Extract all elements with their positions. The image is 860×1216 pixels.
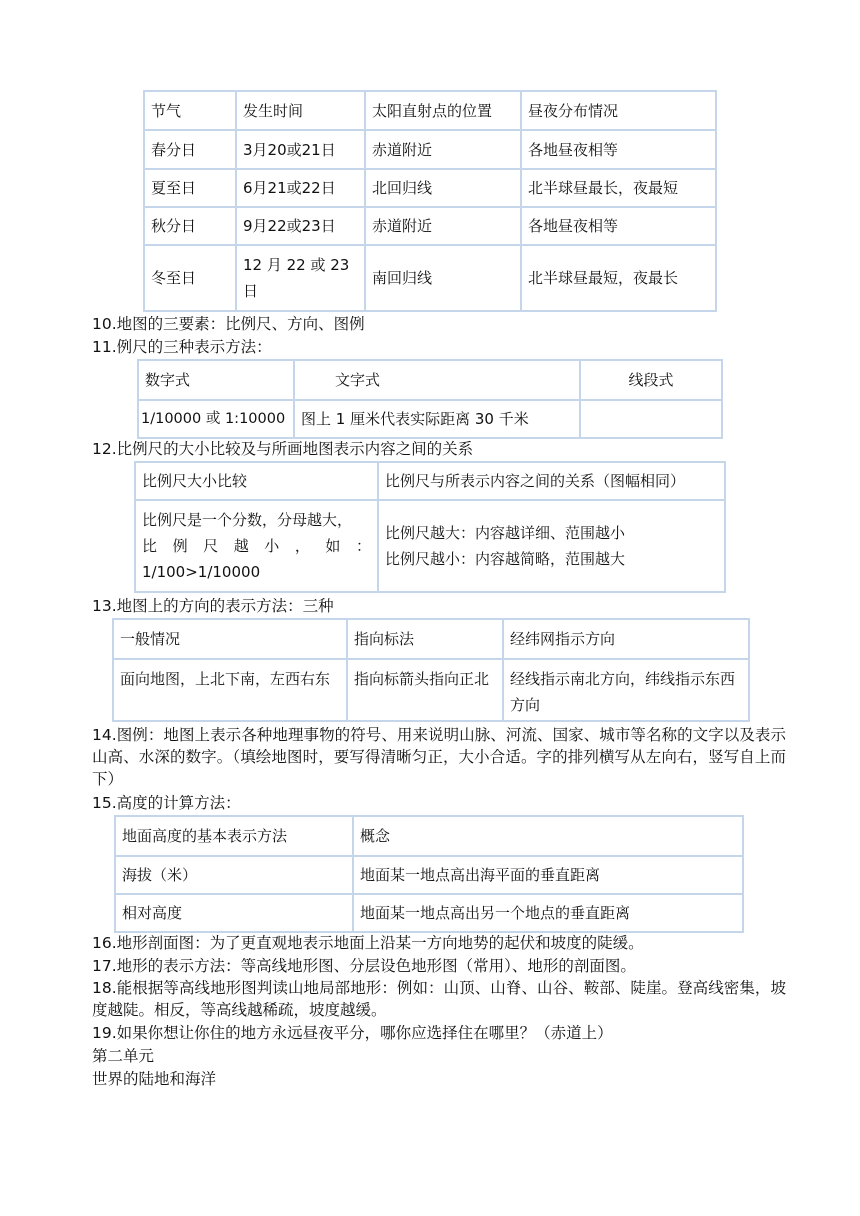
cell-line: 比例尺是一个分数，分母越大， <box>142 511 353 529</box>
direction-table <box>112 618 750 722</box>
scale-forms-table <box>137 359 723 439</box>
item-12: 12.比例尺的大小比较及与所画地图表示内容之间的关系 <box>92 440 474 458</box>
item-16: 16.地形剖面图：为了更直观地表示地面上沿某一方向地势的起伏和坡度的陡缓。 <box>92 934 644 952</box>
table-cell: 秋分日 <box>144 207 236 245</box>
table-cell: 海拔（米） <box>115 856 353 894</box>
table-cell: 地面某一地点高出另一个地点的垂直距离 <box>353 894 743 932</box>
table-cell: 南回归线 <box>365 245 521 311</box>
table-cell: 赤道附近 <box>365 207 521 245</box>
table-row <box>115 894 743 932</box>
table-cell: 3月20或21日 <box>236 130 365 169</box>
table-row <box>144 245 716 311</box>
table-header-row <box>144 91 716 130</box>
table-cell: 北回归线 <box>365 169 521 207</box>
table-row <box>115 856 743 894</box>
table-row <box>138 400 722 438</box>
table-header-row <box>138 360 722 400</box>
table-cell: 12 月 22 或 23 日 <box>236 245 365 311</box>
item-17: 17.地形的表示方法：等高线地形图、分层设色地形图（常用）、地形的剖面图。 <box>92 957 636 975</box>
table-header-cell: 数字式 <box>138 360 294 400</box>
table-header-row <box>113 619 749 659</box>
item-13: 13.地图上的方向的表示方法：三种 <box>92 597 334 615</box>
table-row <box>113 659 749 721</box>
table-header-cell: 指向标法 <box>347 619 503 659</box>
table-cell: 6月21或22日 <box>236 169 365 207</box>
table-header-cell: 太阳直射点的位置 <box>365 91 521 130</box>
table-header-cell: 比例尺大小比较 <box>135 462 378 500</box>
table-cell: 北半球昼最长，夜最短 <box>521 169 716 207</box>
table-cell <box>378 500 725 592</box>
table-header-cell: 节气 <box>144 91 236 130</box>
unit-subtitle: 世界的陆地和海洋 <box>92 1070 217 1088</box>
table-row <box>135 500 725 592</box>
cell-line: 比例尺越大：内容越详细、范围越小 <box>385 524 626 542</box>
table-header-cell: 昼夜分布情况 <box>521 91 716 130</box>
table-header-row <box>115 816 743 856</box>
table-row <box>144 169 716 207</box>
table-header-cell: 文字式 <box>294 360 580 400</box>
table-header-cell: 地面高度的基本表示方法 <box>115 816 353 856</box>
table-cell: 指向标箭头指向正北 <box>347 659 503 721</box>
table-cell <box>580 400 722 438</box>
table-cell: 赤道附近 <box>365 130 521 169</box>
table-cell: 相对高度 <box>115 894 353 932</box>
table-cell: 各地昼夜相等 <box>521 130 716 169</box>
cell-line: 比例尺越小，如： <box>142 537 371 555</box>
table-header-cell: 比例尺与所表示内容之间的关系（图幅相同） <box>378 462 725 500</box>
item-14: 14.图例：地图上表示各种地理事物的符号、用来说明山脉、河流、国家、城市等名称的文字以及表示山高、水深的数字。（填绘地图时，要写得清晰匀正，大小合适。字的排列横写从左向右，竖写自上而下） <box>92 726 786 788</box>
cell-line: 比例尺越小：内容越简略，范围越大 <box>385 550 626 568</box>
item-19: 19.如果你想让你住的地方永远昼夜平分，哪你应选择住在哪里？（赤道上） <box>92 1024 613 1042</box>
table-cell: 面向地图，上北下南，左西右东 <box>113 659 347 721</box>
table-cell: 地面某一地点高出海平面的垂直距离 <box>353 856 743 894</box>
table-header-cell: 概念 <box>353 816 743 856</box>
table-header-cell: 发生时间 <box>236 91 365 130</box>
table-cell: 冬至日 <box>144 245 236 311</box>
table-cell: 各地昼夜相等 <box>521 207 716 245</box>
item-10: 10.地图的三要素：比例尺、方向、图例 <box>92 315 365 333</box>
table-cell: 图上 1 厘米代表实际距离 30 千米 <box>294 400 580 438</box>
table-header-cell: 线段式 <box>580 360 722 400</box>
table-row <box>144 207 716 245</box>
table-header-row <box>135 462 725 500</box>
scale-compare-table <box>134 461 726 593</box>
unit-title: 第二单元 <box>92 1047 155 1065</box>
item-15: 15.高度的计算方法： <box>92 794 241 812</box>
table-header-cell: 一般情况 <box>113 619 347 659</box>
cell-line: 1/100>1/10000 <box>142 563 261 581</box>
item-11: 11.例尺的三种表示方法： <box>92 338 272 356</box>
solar-terms-table <box>143 90 717 312</box>
item-18: 18.能根据等高线地形图判读山地局部地形：例如：山顶、山脊、山谷、鞍部、陡崖。登高线密集，坡度越陡。相反，等高线越稀疏，坡度越缓。 <box>92 979 786 1019</box>
table-cell: 夏至日 <box>144 169 236 207</box>
table-header-cell: 经纬网指示方向 <box>503 619 749 659</box>
table-cell <box>135 500 378 592</box>
height-table <box>114 815 744 933</box>
table-cell: 春分日 <box>144 130 236 169</box>
table-row <box>144 130 716 169</box>
table-cell: 北半球昼最短，夜最长 <box>521 245 716 311</box>
table-cell: 经线指示南北方向，纬线指示东西方向 <box>503 659 749 721</box>
table-cell: 9月22或23日 <box>236 207 365 245</box>
table-cell: 1/10000 或 1:10000 <box>138 400 294 438</box>
